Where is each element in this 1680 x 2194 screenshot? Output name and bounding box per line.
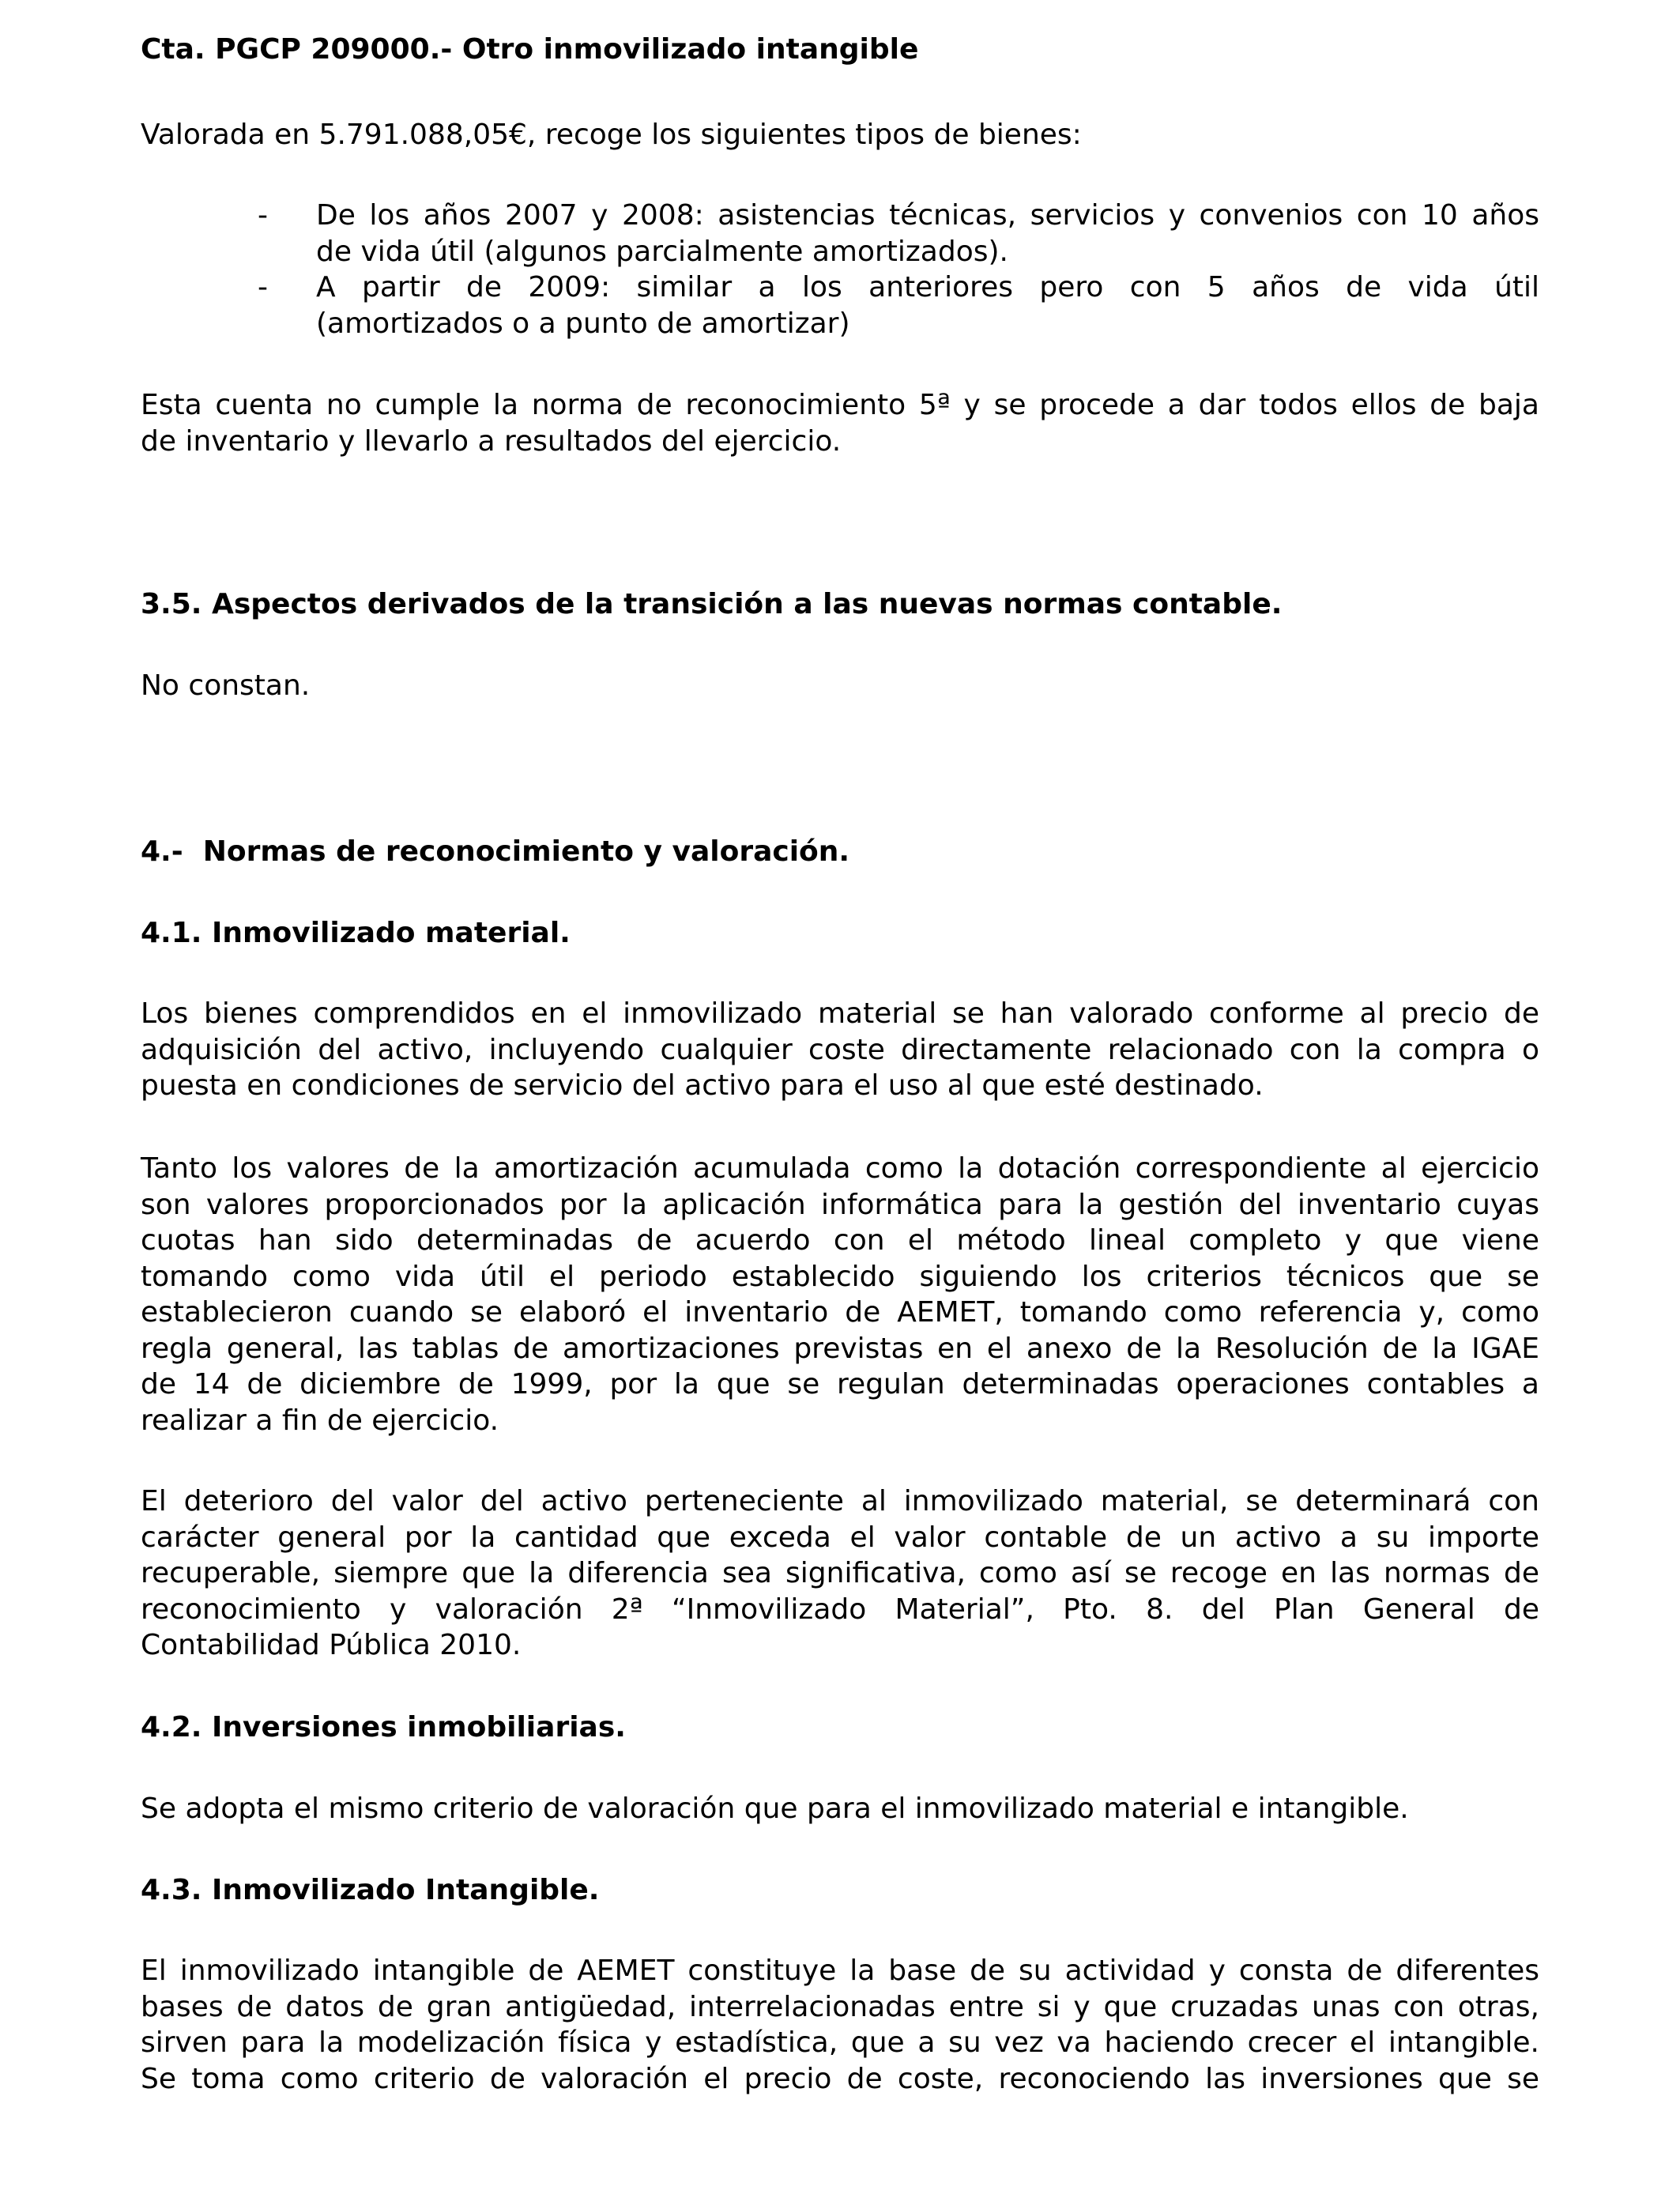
paragraph-4-2: Se adopta el mismo criterio de valoración que para el inmovilizado material e intangible. (141, 1793, 1409, 1825)
paragraph-line: de 14 de diciembre de 1999, por la que se regulan determinadas operaciones contables a (141, 1368, 1539, 1400)
no-constan-text: No constan. (141, 669, 311, 702)
paragraph-line: El inmovilizado intangible de AEMET constituye la base de su actividad y consta de diferentes (141, 1955, 1539, 1987)
heading-4-3: 4.3. Inmovilizado Intangible. (141, 1874, 600, 1906)
paragraph-line: Contabilidad Pública 2010. (141, 1629, 522, 1661)
bullet-line: (amortizados o a punto de amortizar) (316, 307, 850, 340)
paragraph-line: reconocimiento y valoración 2ª “Inmovilizado Material”, Pto. 8. del Plan General de (141, 1593, 1539, 1626)
paragraph-line: puesta en condiciones de servicio del activo para el uso al que esté destinado. (141, 1069, 1264, 1102)
paragraph-4-1-b (141, 1151, 1539, 1438)
paragraph-4-1-a (141, 996, 1539, 1104)
heading-4-text: 4.- Normas de reconocimiento y valoración. (141, 835, 850, 868)
paragraph-line: establecieron cuando se elaboró el inventario de AEMET, tomando como referencia y, como (141, 1296, 1539, 1329)
valuation-paragraph: Valorada en 5.791.088,05€, recoge los siguientes tipos de bienes: (141, 119, 1082, 151)
list-item-text (316, 198, 1539, 270)
paragraph-line: adquisición del activo, incluyendo cualquier coste directamente relacionado con la compra o (141, 1033, 1539, 1066)
heading-3-5: 3.5. Aspectos derivados de la transición a las nuevas normas contable. (141, 588, 1283, 620)
account-removal-paragraph (141, 387, 1539, 459)
paragraph-line: El deterioro del valor del activo perteneciente al inmovilizado material, se determinará con (141, 1485, 1539, 1517)
list-item-text (316, 270, 1539, 341)
bullet-dash: - (258, 199, 268, 232)
heading-4-2: 4.2. Inversiones inmobiliarias. (141, 1711, 626, 1744)
heading-account-209000: Cta. PGCP 209000.- Otro inmovilizado intangible (141, 33, 919, 66)
heading-4-1: 4.1. Inmovilizado material. (141, 917, 571, 949)
paragraph-line: sirven para la modelización física y estadística, que a su vez va haciendo crecer el intangible. (141, 2026, 1539, 2059)
paragraph-4-3 (141, 1953, 1539, 2097)
bullet-line: A partir de 2009: similar a los anteriores pero con 5 años de vida útil (316, 271, 1539, 303)
paragraph-line: regla general, las tablas de amortizaciones previstas en el anexo de la Resolución de la IGAE (141, 1332, 1539, 1365)
heading-4 (141, 834, 1539, 870)
paragraph-line: realizar a fin de ejercicio. (141, 1404, 499, 1437)
paragraph-line: bases de datos de gran antigüedad, interrelacionadas entre si y que cruzadas unas con otras, (141, 1990, 1539, 2023)
bullet-line: De los años 2007 y 2008: asistencias técnicas, servicios y convenios con 10 años (316, 199, 1539, 232)
paragraph-line: recuperable, siempre que la diferencia sea significativa, como así se recoge en las normas de (141, 1557, 1539, 1589)
paragraph-line: tomando como vida útil el periodo establecido siguiendo los criterios técnicos que se (141, 1260, 1539, 1293)
paragraph-line: carácter general por la cantidad que exceda el valor contable de un activo a su importe (141, 1521, 1539, 1554)
paragraph-line: de inventario y llevarlo a resultados del ejercicio. (141, 424, 842, 458)
paragraph-line: Esta cuenta no cumple la norma de reconocimiento 5ª y se procede a dar todos ellos de baja (141, 389, 1539, 421)
bullet-dash: - (258, 271, 268, 303)
paragraph-line: Tanto los valores de la amortización acumulada como la dotación correspondiente al ejercicio (141, 1152, 1539, 1185)
paragraph-line: cuotas han sido determinadas de acuerdo con el método lineal completo y que viene (141, 1224, 1539, 1257)
bullet-line: de vida útil (algunos parcialmente amortizados). (316, 235, 1008, 268)
paragraph-line: Los bienes comprendidos en el inmovilizado material se han valorado conforme al precio de (141, 997, 1539, 1030)
paragraph-line: son valores proporcionados por la aplicación informática para la gestión del inventario cuyas (141, 1188, 1539, 1221)
paragraph-4-1-c (141, 1483, 1539, 1664)
paragraph-line: Se toma como criterio de valoración el precio de coste, reconociendo las inversiones que se (141, 2062, 1539, 2095)
